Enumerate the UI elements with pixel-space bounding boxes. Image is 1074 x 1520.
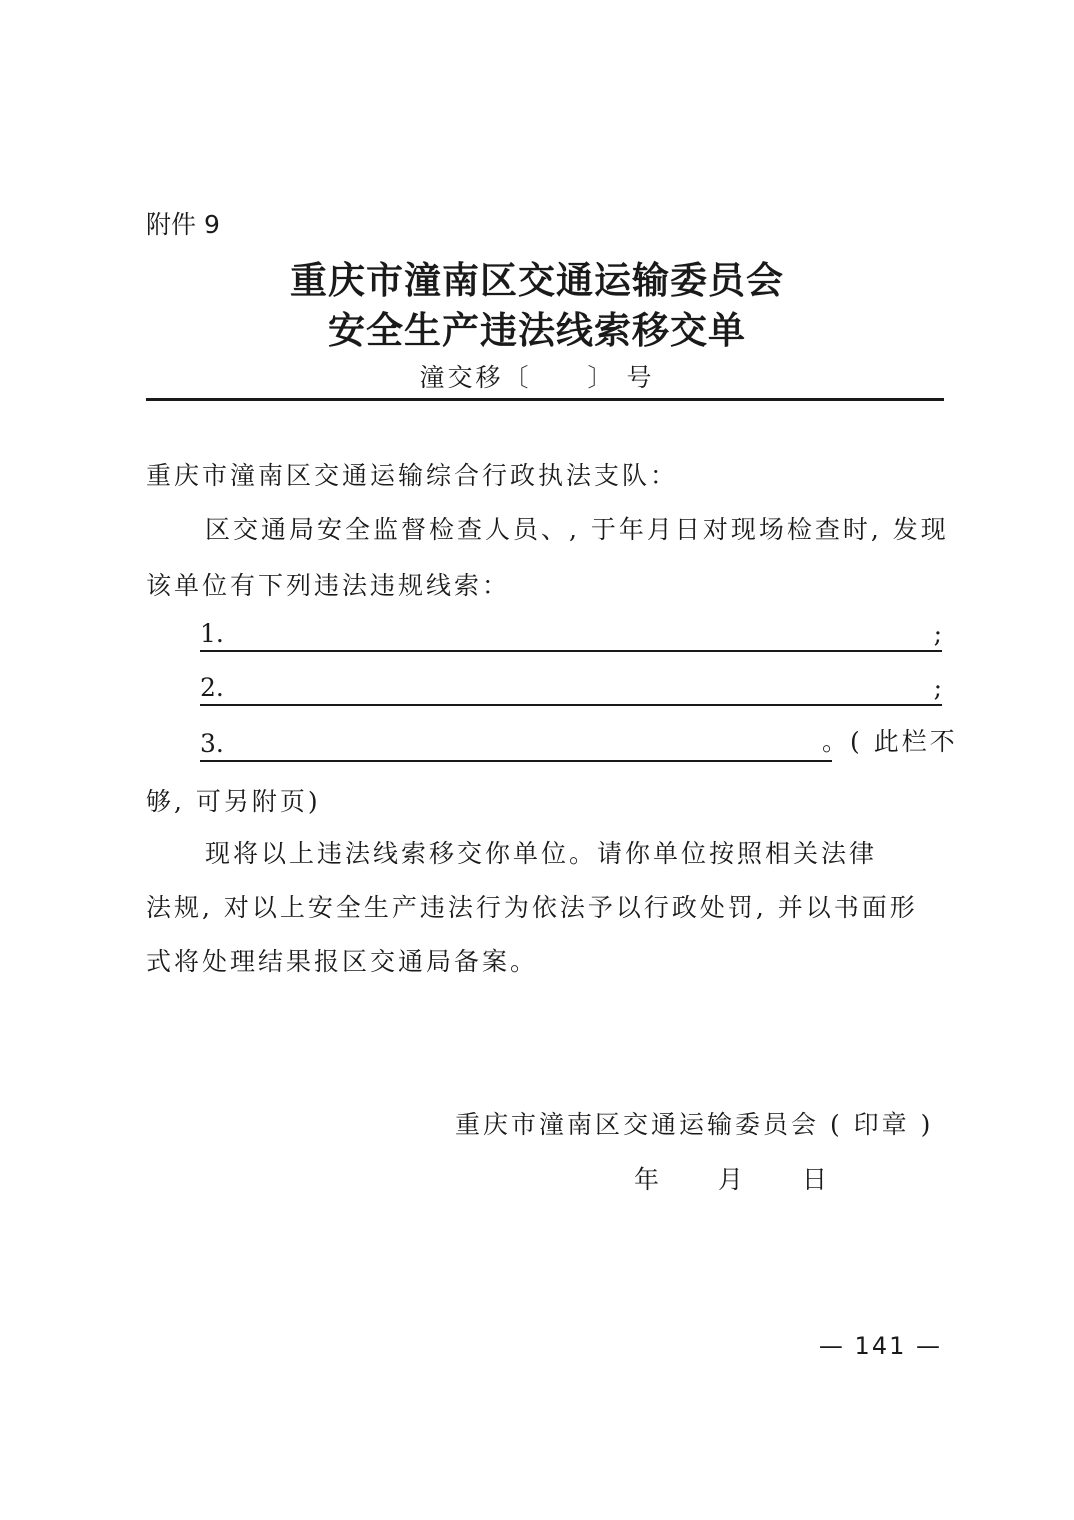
document-title-line1: 重庆市潼南区交通运输委员会 (290, 258, 784, 302)
header-divider (146, 398, 944, 401)
clue-item-2 (200, 670, 942, 706)
document-number: 潼交移〔 〕 号 (419, 363, 655, 392)
date-line: 年 月 日 (634, 1165, 831, 1194)
document-title-line2: 安全生产违法线索移交单 (328, 308, 746, 352)
attachment-label: 附件 9 (146, 210, 220, 239)
clue-item-number: 2. (200, 673, 224, 702)
clue-item-note: 。( 此栏不 (822, 727, 958, 756)
paragraph1-line2: 该单位有下列违法违规线索： (146, 571, 511, 600)
paragraph2-line1: 现将以上违法线索移交你单位。请你单位按照相关法律 (205, 839, 878, 868)
clue-item-underline (200, 650, 942, 652)
clue-item-punct: ; (933, 619, 942, 648)
paragraph2-line2: 法规, 对以上安全生产违法行为依法予以行政处罚, 并以书面形 (146, 893, 918, 922)
paragraph2-line3: 式将处理结果报区交通局备案。 (146, 947, 539, 976)
clue-item-1 (200, 616, 942, 652)
clue-item-underline (200, 704, 942, 706)
clue-item-3 (200, 726, 958, 762)
clue-item-number: 3. (200, 729, 224, 758)
signature-line: 重庆市潼南区交通运输委员会 ( 印章 ) (455, 1110, 934, 1139)
clue-item-underline (200, 760, 832, 762)
clue-item-number: 1. (200, 619, 224, 648)
paragraph1-line1: 区交通局安全监督检查人员、, 于年月日对现场检查时, 发现 (205, 515, 949, 544)
page-number: — 141 — (818, 1332, 942, 1360)
clue-item-3-continued: 够, 可另附页) (146, 787, 321, 816)
addressee: 重庆市潼南区交通运输综合行政执法支队： (146, 461, 679, 490)
clue-item-punct: ; (933, 673, 942, 702)
